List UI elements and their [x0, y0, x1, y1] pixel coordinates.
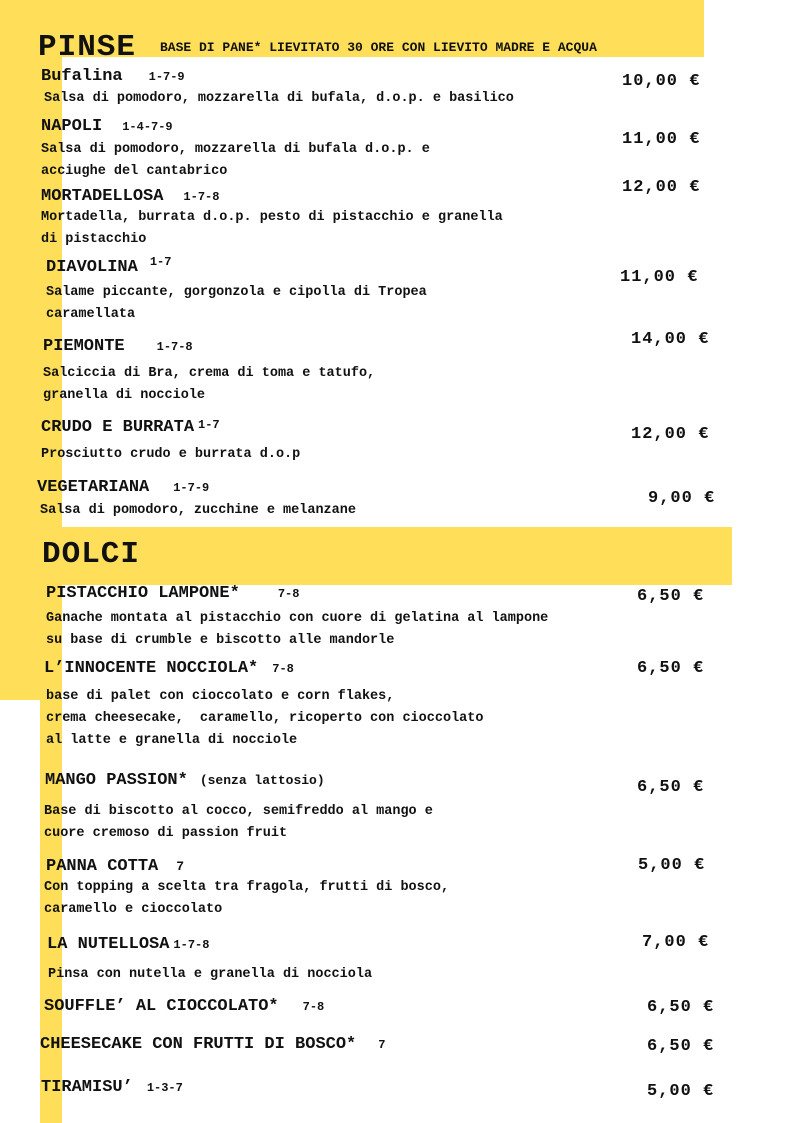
menu-item-name: TIRAMISU’ 1-3-7 — [41, 1078, 183, 1097]
menu-item-price: 6,50 € — [637, 587, 705, 606]
menu-item-name: VEGETARIANA 1-7-9 — [37, 478, 210, 497]
menu-item-name: Bufalina 1-7-9 — [41, 67, 185, 86]
menu-item-price: 14,00 € — [631, 330, 710, 349]
menu-item-desc: base di palet con cioccolato e corn flakes, crema cheesecake, caramello, ricoperto con cioccolato al latte e granella di nocciole — [46, 689, 484, 748]
menu-item-desc: Salsa di pomodoro, mozzarella di bufala, d.o.p. e basilico — [44, 91, 514, 106]
menu-item-price: 9,00 € — [648, 489, 716, 508]
menu-item-name: MANGO PASSION* (senza lattosio) — [45, 771, 325, 790]
menu-item-price: 6,50 € — [637, 659, 705, 678]
menu-item-desc: Salsa di pomodoro, zucchine e melanzane — [40, 503, 356, 518]
menu-item-name: CHEESECAKE CON FRUTTI DI BOSCO* 7 — [40, 1035, 386, 1054]
menu-item-name: DIAVOLINA $^{1-7}$ — [46, 255, 172, 277]
menu-item-price: 6,50 € — [637, 778, 705, 797]
menu-item-price: 5,00 € — [638, 856, 706, 875]
menu-item-desc: Salame piccante, gorgonzola e cipolla di Tropea caramellata — [46, 285, 427, 322]
menu-item-name: SOUFFLE’ AL CIOCCOLATO* 7-8 — [44, 997, 325, 1016]
menu-item-desc: Pinsa con nutella e granella di nocciola — [48, 967, 373, 982]
menu-item-price: 5,00 € — [647, 1082, 715, 1101]
pinse-title: PINSE — [38, 30, 137, 65]
menu-item-price: 7,00 € — [642, 933, 710, 952]
menu-item-name: CRUDO E BURRATA 1-7 — [41, 418, 220, 437]
pinse-subtitle: BASE DI PANE* LIEVITATO 30 ORE CON LIEVITO MADRE E ACQUA — [160, 40, 597, 55]
menu-item-desc: Con topping a scelta tra fragola, frutti di bosco, caramello e cioccolato — [44, 880, 450, 917]
menu-item-desc: Prosciutto crudo e burrata d.o.p — [41, 447, 301, 462]
menu-item-price: 11,00 € — [620, 268, 699, 287]
dolci-title: DOLCI — [42, 537, 141, 572]
menu-item-desc: Ganache montata al pistacchio con cuore di gelatina al lampone su base di crumble e biscotto alle mandorle — [46, 611, 549, 648]
menu-item-price: 10,00 € — [622, 72, 701, 91]
menu-item-desc: Salciccia di Bra, crema di toma e tatufo, granella di nocciole — [43, 366, 376, 403]
menu-item-price: 11,00 € — [622, 130, 701, 149]
menu-item-desc: Mortadella, burrata d.o.p. pesto di pistacchio e granella di pistacchio — [41, 210, 503, 247]
menu-item-name: PANNA COTTA 7 — [46, 857, 185, 876]
menu-item-price: 6,50 € — [647, 1037, 715, 1056]
menu-item-name: PISTACCHIO LAMPONE* 7-8 — [46, 584, 300, 603]
menu-item-name: LA NUTELLOSA 1-7-8 — [47, 935, 210, 954]
menu-item-name: L’INNOCENTE NOCCIOLA* 7-8 — [44, 659, 294, 678]
menu-item-name: NAPOLI 1-4-7-9 — [41, 117, 173, 136]
menu-item-desc: Base di biscotto al cocco, semifreddo al mango e cuore cremoso di passion fruit — [44, 804, 433, 841]
menu-item-price: 6,50 € — [647, 998, 715, 1017]
menu-item-desc: Salsa di pomodoro, mozzarella di bufala d.o.p. e acciughe del cantabrico — [41, 142, 430, 179]
menu-item-name: PIEMONTE 1-7-8 — [43, 337, 193, 356]
menu-item-name: MORTADELLOSA 1-7-8 — [41, 187, 220, 206]
menu-item-price: 12,00 € — [631, 425, 710, 444]
menu-item-price: 12,00 € — [622, 178, 701, 197]
